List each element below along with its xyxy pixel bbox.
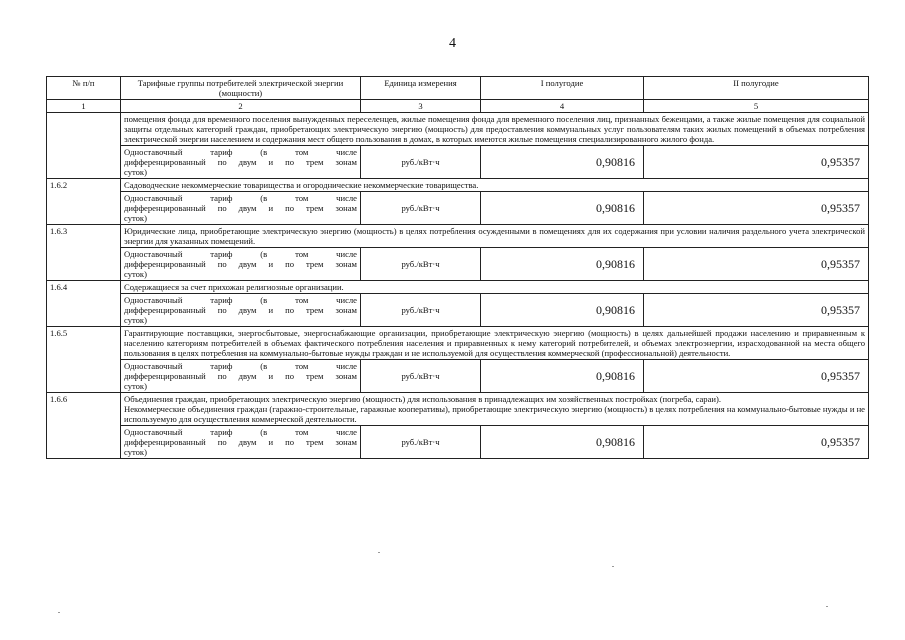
header-tariff-groups: Тарифные группы потребителей электрической энергии (мощности) [121,77,361,100]
header-unit: Единица измерения [361,77,481,100]
second-half-value: 0,95357 [644,146,869,179]
first-half-value: 0,90816 [481,248,644,281]
second-half-value: 0,95357 [644,360,869,393]
section-description-row [47,113,869,146]
tariff-name [121,426,361,459]
column-number: 5 [644,100,869,113]
second-half-value: 0,95357 [644,192,869,225]
first-half-value: 0,90816 [481,146,644,179]
section-description-row [47,281,869,294]
section-number: 1.6.5 [47,327,121,393]
tariff-row [47,248,869,281]
header-second-half: II полугодие [644,77,869,100]
column-number: 4 [481,100,644,113]
unit-of-measure: руб./кВт·ч [361,146,481,179]
scan-speck [58,612,60,613]
section-number: 1.6.4 [47,281,121,327]
tariff-name-line: дифференцированный по двум и по трем зонам [124,259,357,269]
tariff-name-line: Одноставочный тариф (в том числе [124,427,357,437]
scan-speck [612,566,614,567]
first-half-value: 0,90816 [481,426,644,459]
section-paragraph: помещения фонда для временного поселения вынужденных переселенцев, жилые помещения фонда для временного поселения лиц, признанных беженцами, а также жилые помещения для социальной защиты отдельных категорий граждан, приобретающих электрическую энергию (мощность) для предоставления коммунальных услуг пользователям таких жилых помещений в объемах потребления электрической энергии населением и содержания мест общего пользования в домах, в которых имеются жилые помещения специализированного жилого фонда. [124,114,865,144]
tariff-name-line: дифференцированный по двум и по трем зонам [124,203,357,213]
unit-of-measure: руб./кВт·ч [361,426,481,459]
tariff-name-line: дифференцированный по двум и по трем зонам [124,157,357,167]
tariff-name-line: суток) [124,269,147,279]
tariff-name-line: суток) [124,315,147,325]
scan-speck [826,606,828,607]
section-paragraph: Юридические лица, приобретающие электрическую энергию (мощность) в целях потребления осужденными в помещениях для их содержания при условии наличия раздельного учета электрической энергии для указанных помещений. [124,226,865,246]
header-number: № п/п [47,77,121,100]
tariff-row [47,294,869,327]
tariff-name-line: суток) [124,381,147,391]
section-paragraph: Гарантирующие поставщики, энергосбытовые, энергоснабжающие организации, приобретающие электрическую энергию (мощность) в целях дальнейшей продажи населению и приравненным к населению категориям потребителей в объемах фактического потребления населения и приравненных к нему категорий потребителей, и объемах электроэнергии, израсходованной на места общего пользования в целях потребления на коммунально-бытовые нужды граждан и не используемой для осуществления коммерческой (профессиональной) деятельности. [124,328,865,358]
unit-of-measure: руб./кВт·ч [361,360,481,393]
tariff-name-line: суток) [124,447,147,457]
tariff-name-line: дифференцированный по двум и по трем зонам [124,305,357,315]
section-description [121,281,869,294]
second-half-value: 0,95357 [644,294,869,327]
unit-of-measure: руб./кВт·ч [361,294,481,327]
section-description-row [47,225,869,248]
tariff-name-line: дифференцированный по двум и по трем зонам [124,371,357,381]
tariff-name [121,360,361,393]
unit-of-measure: руб./кВт·ч [361,192,481,225]
section-description [121,225,869,248]
second-half-value: 0,95357 [644,426,869,459]
tariff-name-line: Одноставочный тариф (в том числе [124,361,357,371]
table-header-row [47,77,869,100]
section-paragraph: Объединения граждан, приобретающих электрическую энергию (мощность) для использования в принадлежащих им хозяйственных постройках (погреба, сараи). [124,394,722,404]
tariff-name [121,248,361,281]
first-half-value: 0,90816 [481,192,644,225]
section-number: 1.6.3 [47,225,121,281]
page-number: 4 [449,36,456,51]
section-description-row [47,179,869,192]
section-description [121,179,869,192]
first-half-value: 0,90816 [481,294,644,327]
tariff-name-line: Одноставочный тариф (в том числе [124,295,357,305]
column-numbers-row [47,100,869,113]
column-number: 2 [121,100,361,113]
tariff-row [47,426,869,459]
tariff-row [47,360,869,393]
tariff-name-line: дифференцированный по двум и по трем зонам [124,437,357,447]
section-paragraph: Содержащиеся за счет прихожан религиозные организации. [124,282,344,292]
second-half-value: 0,95357 [644,248,869,281]
section-paragraph: Некоммерческие объединения граждан (гаражно-строительные, гаражные кооперативы), приобретающие электрическую энергию (мощность) в целях потребления на коммунально-бытовые нужды и не используемую для осуществления коммерческой деятельности. [124,404,865,424]
unit-of-measure: руб./кВт·ч [361,248,481,281]
tariff-row [47,192,869,225]
scan-speck [378,552,380,553]
section-paragraph: Садоводческие некоммерческие товарищества и огороднические некоммерческие товарищества. [124,180,479,190]
section-description [121,113,869,146]
tariff-name [121,294,361,327]
tariff-row [47,146,869,179]
tariff-name-line: Одноставочный тариф (в том числе [124,249,357,259]
section-description-row [47,393,869,426]
section-description-row [47,327,869,360]
tariff-name-line: суток) [124,167,147,177]
tariff-name [121,192,361,225]
tariff-name-line: Одноставочный тариф (в том числе [124,193,357,203]
column-number: 1 [47,100,121,113]
tariff-name [121,146,361,179]
column-number: 3 [361,100,481,113]
section-number [47,113,121,179]
tariff-table [46,76,869,459]
section-number: 1.6.2 [47,179,121,225]
tariff-name-line: суток) [124,213,147,223]
section-description [121,327,869,360]
section-description [121,393,869,426]
first-half-value: 0,90816 [481,360,644,393]
section-number: 1.6.6 [47,393,121,459]
tariff-name-line: Одноставочный тариф (в том числе [124,147,357,157]
header-first-half: I полугодие [481,77,644,100]
